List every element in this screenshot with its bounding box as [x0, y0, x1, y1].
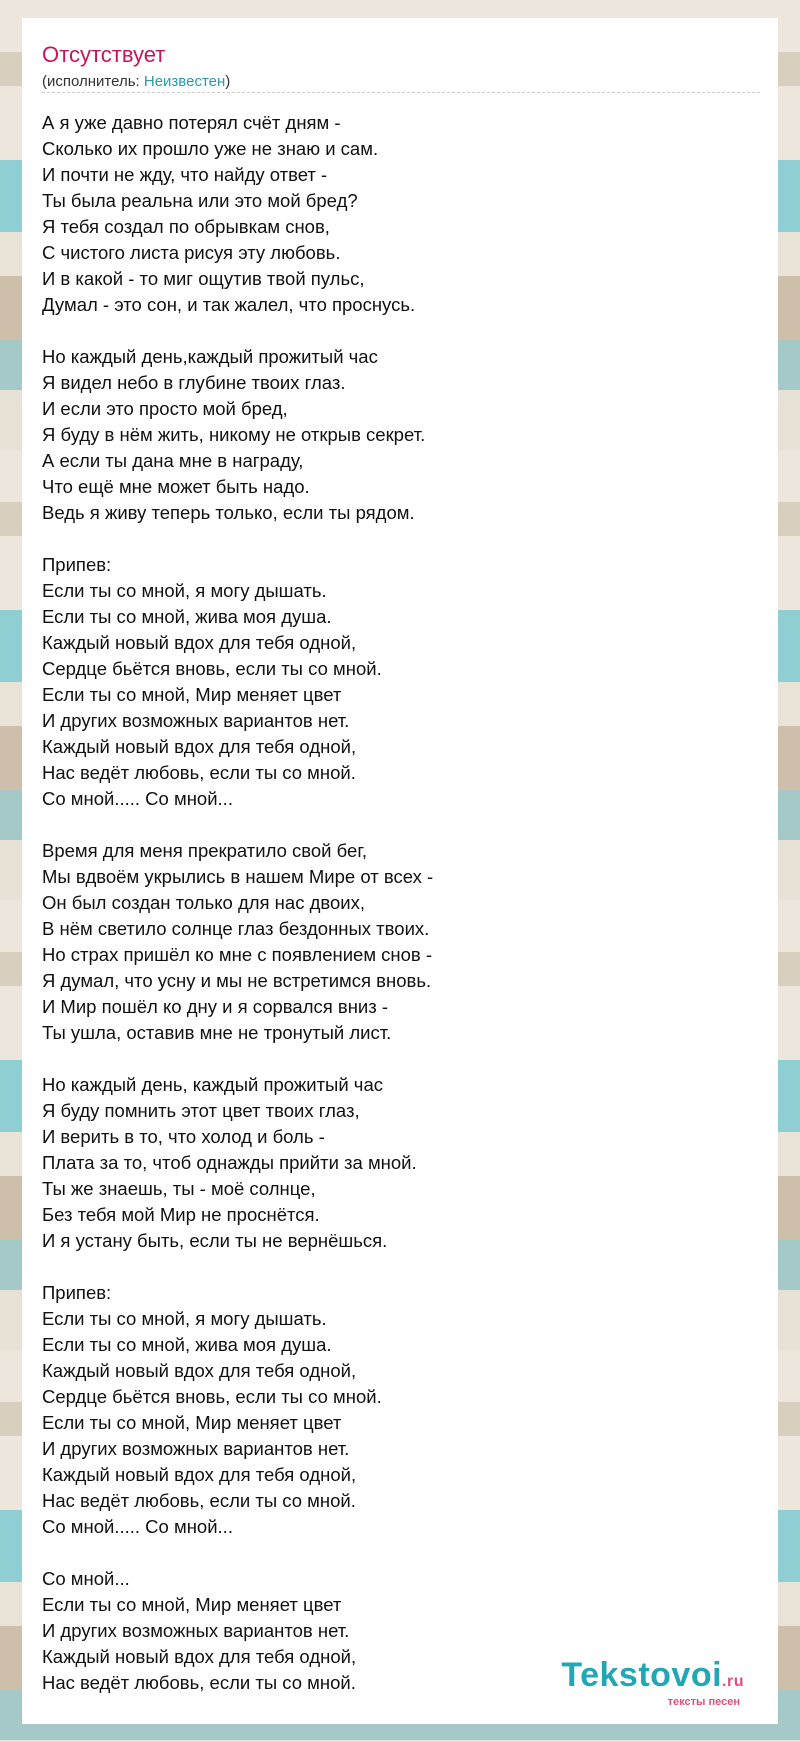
lyric-line: Сердце бьётся вновь, если ты со мной.: [42, 1386, 382, 1407]
lyric-line: А я уже давно потерял счёт дням -: [42, 112, 341, 133]
lyric-line: И я устану быть, если ты не вернёшься.: [42, 1230, 388, 1251]
lyric-line: Нас ведёт любовь, если ты со мной.: [42, 1490, 356, 1511]
artist-link[interactable]: Неизвестен: [143, 73, 226, 90]
lyric-line: Со мной..... Со мной...: [42, 788, 233, 809]
lyric-line: Я видел небо в глубине твоих глаз.: [42, 372, 346, 393]
lyric-line: Ведь я живу теперь только, если ты рядом.: [42, 502, 415, 523]
header-divider: [42, 92, 760, 93]
lyric-line: Я буду в нём жить, никому не открыв секрет.: [42, 424, 426, 445]
lyric-line: Если ты со мной, я могу дышать.: [42, 580, 327, 601]
artist-suffix: ): [225, 73, 231, 90]
artist-prefix: (исполнитель:: [42, 73, 144, 90]
lyric-line: Припев:: [42, 1282, 112, 1303]
lyric-line: Но каждый день,каждый прожитый час: [42, 346, 378, 367]
lyric-line: [42, 1540, 433, 1566]
lyric-line: И если это просто мой бред,: [42, 398, 288, 419]
lyric-line: И верить в то, что холод и боль -: [42, 1126, 325, 1147]
lyrics-text: [42, 110, 433, 1696]
lyric-line: Сколько их прошло уже не знаю и сам.: [42, 138, 379, 159]
lyric-line: Что ещё мне может быть надо.: [42, 476, 310, 497]
lyric-line: Я тебя создал по обрывкам снов,: [42, 216, 330, 237]
logo-tagline: тексты песен: [667, 1696, 740, 1708]
lyric-line: Без тебя мой Мир не проснётся.: [42, 1204, 320, 1225]
lyric-line: Ты была реальна или это мой бред?: [42, 190, 358, 211]
lyric-line: Думал - это сон, и так жалел, что проснусь.: [42, 294, 416, 315]
lyric-line: Если ты со мной, Мир меняет цвет: [42, 684, 342, 705]
lyric-line: [42, 318, 433, 344]
lyric-line: Если ты со мной, я могу дышать.: [42, 1308, 327, 1329]
lyric-line: Я думал, что усну и мы не встретимся вновь.: [42, 970, 432, 991]
lyric-line: Припев:: [42, 554, 112, 575]
lyric-line: Каждый новый вдох для тебя одной,: [42, 736, 357, 757]
lyric-line: В нём светило солнце глаз бездонных твоих.: [42, 918, 430, 939]
lyric-line: И почти не жду, что найду ответ -: [42, 164, 328, 185]
lyric-line: [42, 1254, 433, 1280]
site-logo[interactable]: [561, 1658, 744, 1708]
lyric-line: Если ты со мной, Мир меняет цвет: [42, 1412, 342, 1433]
lyric-line: А если ты дана мне в награду,: [42, 450, 304, 471]
lyrics-card: [22, 18, 778, 1724]
lyric-line: Но каждый день, каждый прожитый час: [42, 1074, 383, 1095]
lyric-line: Ты ушла, оставив мне не тронутый лист.: [42, 1022, 392, 1043]
logo-name: Tekstovoi: [561, 1656, 723, 1694]
lyric-line: Но страх пришёл ко мне с появлением снов -: [42, 944, 433, 965]
lyric-line: Каждый новый вдох для тебя одной,: [42, 1360, 357, 1381]
lyric-line: И других возможных вариантов нет.: [42, 1620, 350, 1641]
lyric-line: Каждый новый вдох для тебя одной,: [42, 1464, 357, 1485]
lyric-line: [42, 1046, 433, 1072]
logo-wordmark: [561, 1658, 744, 1699]
song-title: Отсутствует: [42, 42, 166, 67]
lyric-line: И в какой - то миг ощутив твой пульс,: [42, 268, 365, 289]
lyric-line: Каждый новый вдох для тебя одной,: [42, 1646, 357, 1667]
lyric-line: Нас ведёт любовь, если ты со мной.: [42, 762, 356, 783]
lyric-line: Мы вдвоём укрылись в нашем Мире от всех -: [42, 866, 434, 887]
lyric-line: Время для меня прекратило свой бег,: [42, 840, 367, 861]
logo-tld: .ru: [722, 1673, 744, 1690]
lyric-line: Каждый новый вдох для тебя одной,: [42, 632, 357, 653]
lyric-line: С чистого листа рисуя эту любовь.: [42, 242, 341, 263]
lyric-line: Со мной...: [42, 1568, 130, 1589]
lyric-line: И Мир пошёл ко дну и я сорвался вниз -: [42, 996, 389, 1017]
lyric-line: [42, 812, 433, 838]
lyric-line: Если ты со мной, Мир меняет цвет: [42, 1594, 342, 1615]
lyric-line: Ты же знаешь, ты - моё солнце,: [42, 1178, 316, 1199]
lyric-line: Он был создан только для нас двоих,: [42, 892, 366, 913]
artist-line: [42, 73, 230, 91]
lyric-line: Если ты со мной, жива моя душа.: [42, 606, 332, 627]
lyric-line: И других возможных вариантов нет.: [42, 1438, 350, 1459]
lyric-line: Если ты со мной, жива моя душа.: [42, 1334, 332, 1355]
lyric-line: Сердце бьётся вновь, если ты со мной.: [42, 658, 382, 679]
lyric-line: Плата за то, чтоб однажды прийти за мной.: [42, 1152, 417, 1173]
lyric-line: И других возможных вариантов нет.: [42, 710, 350, 731]
lyric-line: Я буду помнить этот цвет твоих глаз,: [42, 1100, 360, 1121]
lyric-line: Нас ведёт любовь, если ты со мной.: [42, 1672, 356, 1693]
lyric-line: Со мной..... Со мной...: [42, 1516, 233, 1537]
lyric-line: [42, 526, 433, 552]
